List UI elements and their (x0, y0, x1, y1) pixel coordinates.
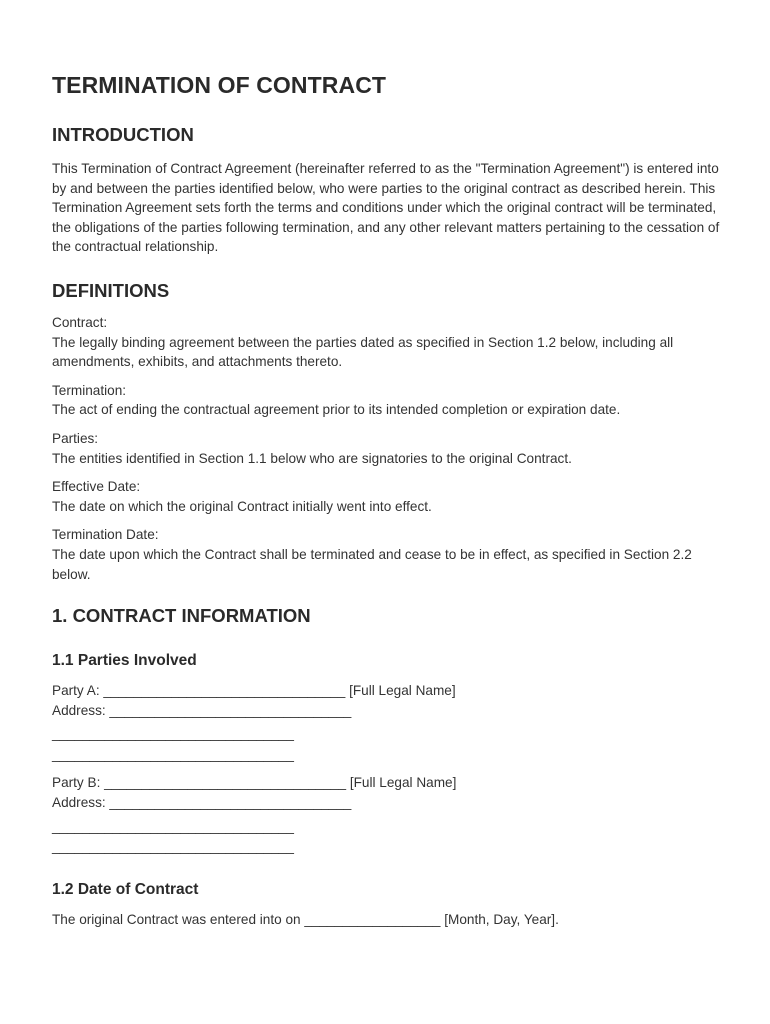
document-title: TERMINATION OF CONTRACT (52, 72, 387, 98)
date-of-contract-body: The original Contract was entered into on __________________ [Month, Day, Year]. (52, 911, 559, 927)
party-a-address-extra-line: ________________________________ (52, 746, 294, 762)
party-b-block (52, 773, 722, 856)
definition-text: The act of ending the contractual agreement prior to its intended completion or expiration date. (52, 402, 621, 418)
introduction-body: This Termination of Contract Agreement (hereinafter referred to as the "Termination Agreement") is entered into by and between the parties identified below, who were parties to the original contract as described herein. This Termination Agreement sets forth the terms and conditions under which the original contract will be terminated, the obligations of the parties following termination, and any other relevant matters pertaining to the cessation of the contractual relationship. (52, 161, 720, 255)
definition-term: Effective Date: (52, 479, 141, 495)
definitions-heading: DEFINITIONS (52, 279, 170, 301)
parties-involved-heading: 1.1 Parties Involved (52, 652, 197, 670)
definition-text: The date on which the original Contract initially went into effect. (52, 498, 432, 514)
definition-contract (52, 313, 722, 372)
definition-termination (52, 381, 722, 420)
definition-termination-date (52, 525, 722, 584)
introduction-heading: INTRODUCTION (52, 124, 194, 145)
definition-text: The date upon which the Contract shall be terminated and cease to be in effect, as specified in Section 2.2 below. (52, 546, 692, 582)
definition-term: Parties: (52, 430, 99, 446)
party-a-name-line: Party A: ________________________________ [Full Legal Name] (52, 683, 456, 699)
definition-term: Termination: (52, 382, 127, 398)
document-page (52, 70, 722, 929)
party-a-address-line: Address: ________________________________ (52, 702, 352, 718)
party-a-block (52, 681, 722, 764)
party-a-address-extra-line: ________________________________ (52, 726, 294, 742)
definition-term: Termination Date: (52, 527, 159, 543)
definition-effective-date (52, 477, 722, 516)
definition-text: The entities identified in Section 1.1 below who are signatories to the original Contract. (52, 450, 572, 466)
definition-term: Contract: (52, 314, 108, 330)
party-b-address-extra-line: ________________________________ (52, 818, 294, 834)
party-b-name-line: Party B: ________________________________ [Full Legal Name] (52, 775, 457, 791)
contract-information-heading: 1. CONTRACT INFORMATION (52, 605, 311, 627)
party-b-address-line: Address: ________________________________ (52, 795, 352, 811)
party-b-address-extra-line: ________________________________ (52, 839, 294, 855)
date-of-contract-heading: 1.2 Date of Contract (52, 880, 199, 898)
definition-text: The legally binding agreement between the parties dated as specified in Section 1.2 below, including all amendments, exhibits, and attachments thereto. (52, 334, 674, 370)
definition-parties (52, 429, 722, 468)
